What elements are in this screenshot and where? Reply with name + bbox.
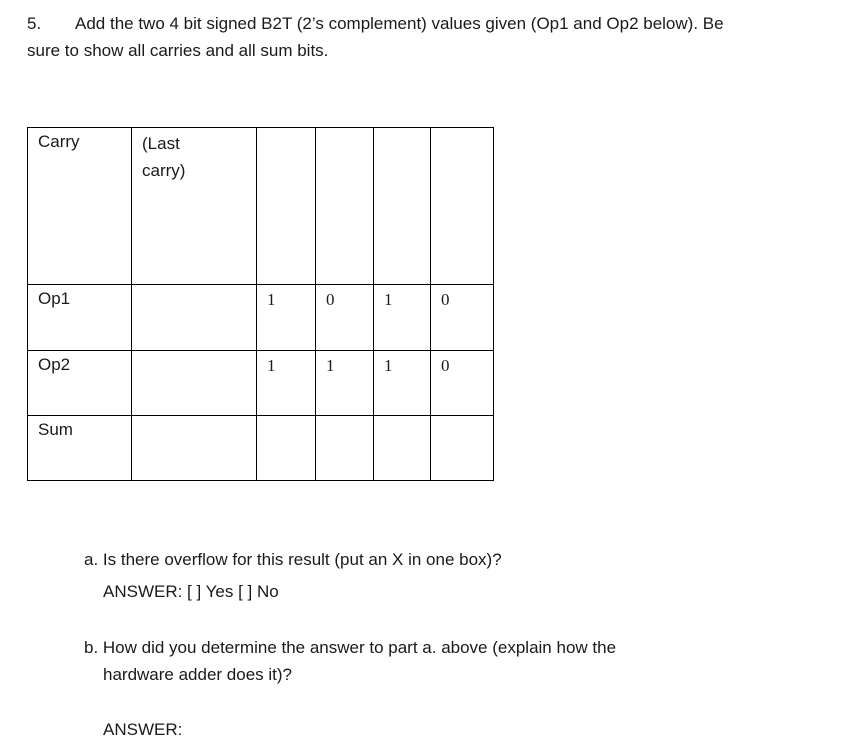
op2-empty-cell — [132, 351, 257, 416]
last-carry-label-line-1: (Last — [142, 134, 180, 153]
carry-bit-cell[interactable] — [257, 128, 316, 285]
question-text — [27, 10, 827, 64]
carry-bit-cell[interactable] — [316, 128, 374, 285]
op2-bit: 1 — [316, 351, 374, 416]
question-line-1 — [27, 10, 827, 37]
op2-row — [28, 351, 494, 416]
question-line-2: sure to show all carries and all sum bits. — [27, 41, 329, 60]
op2-bit: 0 — [431, 351, 494, 416]
sum-empty-cell — [132, 416, 257, 481]
last-carry-cell[interactable] — [132, 128, 257, 285]
sum-label: Sum — [28, 416, 132, 481]
question-number: 5. — [27, 14, 42, 33]
carry-bit-cell[interactable] — [374, 128, 431, 285]
op1-bit: 1 — [257, 285, 316, 351]
op1-row — [28, 285, 494, 351]
part-b — [84, 634, 616, 688]
carry-row — [28, 128, 494, 285]
last-carry-label-line-2: carry) — [142, 161, 186, 180]
op2-label: Op2 — [28, 351, 132, 416]
part-a-answer[interactable]: ANSWER: [ ] Yes [ ] No — [103, 582, 279, 601]
op1-bit: 1 — [374, 285, 431, 351]
sum-bit-cell[interactable] — [316, 416, 374, 481]
adder-table — [27, 127, 494, 481]
carry-bit-cell[interactable] — [431, 128, 494, 285]
op1-bit: 0 — [316, 285, 374, 351]
part-a-question: a. Is there overflow for this result (put an X in one box)? — [84, 550, 502, 569]
part-b-question-line-1: b. How did you determine the answer to part a. above (explain how the — [84, 638, 617, 657]
part-b-answer-label[interactable]: ANSWER: — [103, 720, 183, 739]
part-a — [84, 546, 502, 605]
sum-bit-cell[interactable] — [431, 416, 494, 481]
carry-label: Carry — [28, 128, 132, 285]
op2-bit: 1 — [257, 351, 316, 416]
sum-bit-cell[interactable] — [257, 416, 316, 481]
part-b-question-line-2: hardware adder does it)? — [103, 665, 293, 684]
sum-row — [28, 416, 494, 481]
question-prompt: Add the two 4 bit signed B2T (2’s complement) values given (Op1 and Op2 below). Be — [75, 14, 724, 33]
op1-empty-cell — [132, 285, 257, 351]
op1-bit: 0 — [431, 285, 494, 351]
op1-label: Op1 — [28, 285, 132, 351]
op2-bit: 1 — [374, 351, 431, 416]
sum-bit-cell[interactable] — [374, 416, 431, 481]
